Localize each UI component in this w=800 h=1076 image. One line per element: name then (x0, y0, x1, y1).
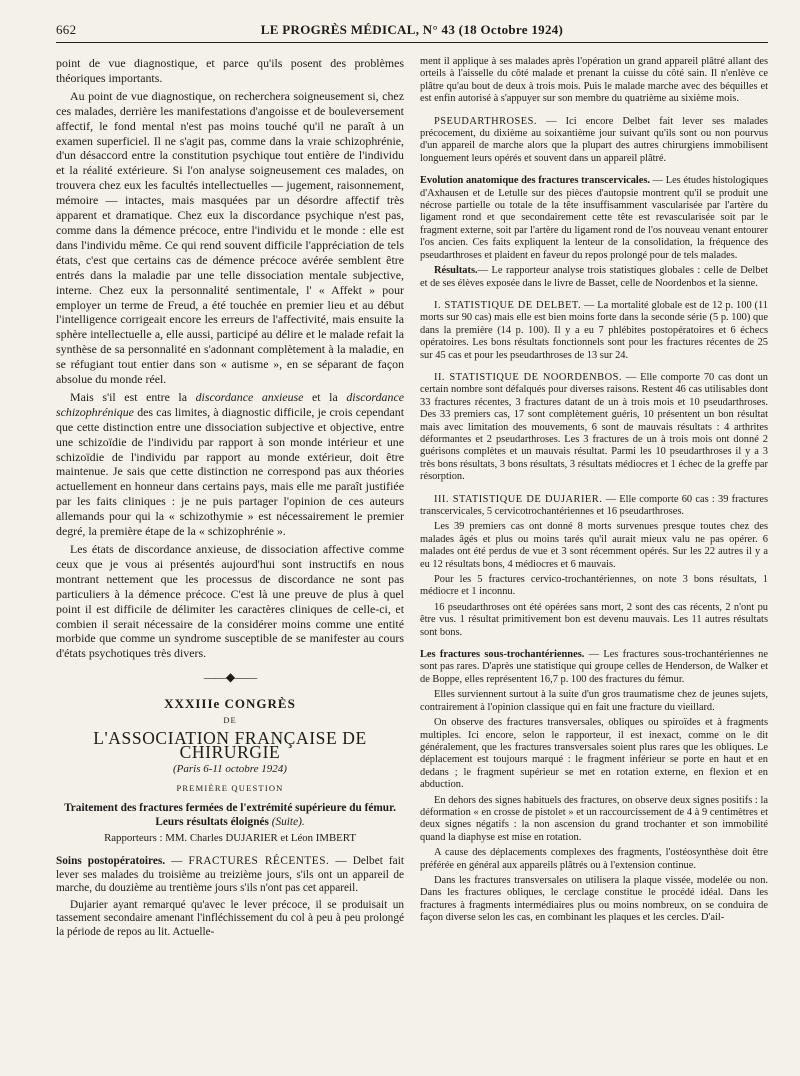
subject-heading: Traitement des fractures fermées de l'extrémité supérieure du fémur. Leurs résultats éloignés (Suite). (64, 802, 396, 828)
header-rule (56, 42, 768, 43)
congress-de: DE (223, 715, 237, 726)
paragraph: Mais s'il est entre la discordance anxieuse et la discordance schizophrénique des cas limites, à diagnostic difficile, je crois cependant que cette distinction entre une dissociation subjective et objective, entre une schizoïdie de l'individu par rapport à son monde intérieur et une schizoïdie de l'individu par rapport au monde extérieur, doit être maintenue. Je sais que cette distinction ne correspond pas aux théories actuellement en honneur dans certains pays, mais elle me paraît justifiée par les faits cliniques : je ne puis partager l'opinion de ces auteurs allemands pour qui la « schizothymie » est nécessairement le premier degré, la première étape de la « schizophrénie ». (56, 389, 404, 539)
paragraph: Les fractures sous-trochantériennes. — Les fractures sous-trochantériennes ne sont pas rares. D'après une statistique qui groupe celles de Henderson, de Walker et de Boppe, elles représentent 16,7 p. 100 des fractures du fémur. (420, 649, 768, 685)
left-column (56, 56, 404, 1068)
running-header (56, 22, 768, 40)
paragraph: III. STATISTIQUE DE DUJARIER. — Elle comporte 60 cas : 39 fractures transcervicales, 5 cervicotrochantériennes et 16 pseudarthroses. (420, 493, 768, 517)
paragraph: Evolution anatomique des fractures transcervicales. — Les études histologiques d'Axhausen et de Letulle sur des pièces d'autopsie montrent qu'il se produit une nécrose partielle ou totale de la tête insuffisamment vascularisée par l'artère du ligament rond et que secondairement cette tête est revascularisée soit par le fragment externe, soit par l'artère du ligament rond de l'os nouveau venant entourer l'os ancien. Ces faits expliquent la lenteur de la consolidation, la fréquence des pseudarthroses et plaident en faveur du repos prolongé pour de tels malades. (420, 175, 768, 261)
paragraph: Les états de discordance anxieuse, de dissociation affective comme ceux que je vous ai présentés aujourd'hui sont instructifs en nous montrant nettement que les processus de discordance ne sont pas particuliers à la démence précoce. C'est là une preuve de plus à quel point il est difficile de délimiter les caractères cliniques de celle-ci, et combien il serait nécessaire de la considérer moins comme une entité morbide que comme un syndrome susceptible de se manifester au cours d'états psychotiques très divers. (56, 542, 404, 661)
paragraph: II. STATISTIQUE DE NOORDENBOS. — Elle comporte 70 cas dont un certain nombre sont défalqués pour diverses raisons. Restent 46 cas utilisables dont 33 fractures récentes, 3 fractures datant de un à trois mois et 10 pseudarthroses. Des 33 premiers cas, 17 sont complètement guéris, 10 présentent un bon résultat mais avec limitation des mouvements, 6 sont de mauvais résultats : 4 arthrites déformantes et 2 pseudarthroses. Les 3 fractures de un à trois mois ont donné 2 guérisons complètes et un mauvais résultat. Parmi les 10 pseudarthroses il y a 3 très bons résultats, 3 bons résultats, 3 résultats médiocres et 1 échec de la greffe par résorption. (420, 371, 768, 483)
paragraph: ment il applique à ses malades après l'opération un grand appareil plâtré allant des orteils à l'aisselle du côté malade et prenant la cuisse du côté sain. Il n'enlève ce plâtre qu'au bout de deux à trois mois. Puis le malade marche avec des béquilles et est enfin autorisé à s'appuyer sur son membre du quatrième au sixième mois. (420, 56, 768, 105)
page-number: 662 (56, 22, 77, 37)
paragraph: Les 39 premiers cas ont donné 8 morts survenues presque toutes chez des malades âgés et plus ou moins tarés qu'il aurait mieux valu ne pas opérer. 6 malades ont été perdus de vue et 3 sont récemment opérés. Sur les 22 autres il y a eu 12 résultats bons, 4 médiocres et 6 mauvais. (420, 521, 768, 570)
paragraph: Au point de vue diagnostique, on recherchera soigneusement si, chez ces malades, derrière les manifestations d'angoisse et de bouleversement affectif, le fond mental n'est pas moins touché qu'il ne paraît à un examen superficiel. Il ne s'agit pas, comme dans la vraie schizophrénie, d'un désaccord entre la constitution psychique tout entière de l'individu et la réalité extérieure. Si l'on analyse soigneusement ces malades, on trouvera chez eux les facultés intellectuelles — jugement, raisonnement, mémoire — intactes, mais masquées par un désordre affectif très apparent et dramatique. Chez eux la discordance psychique n'est pas, comme dans la démence précoce, entre l'individu et le monde : elle est dans l'individu même. Ce qui rend souvent difficile l'appréciation de tels états, c'est que certains cas de démence précoce avérée semblent être entrés dans la maladie par une telle dissociation mentale subjective, interne. Chez eux la personnalité sentimentale, l' « Affekt » pour employer un terme de Freud, a été touchée en premier lieu et au début l'intelligence corrigeait encore les erreurs de l'affectivité, mais ensuite la sphère intellectuelle a, elle aussi, participé au délire et le malade refait la synthèse de sa personnalité en s'adonnant complètement à la maladie, en se réfugiant tout entier dans son « autisme », en se séparant de façon absolue du monde réel. (56, 88, 404, 387)
paragraph: Pour les 5 fractures cervico-trochantériennes, on note 3 bons résultats, 1 médiocre et 1 inconnu. (420, 574, 768, 598)
rapporteurs: Rapporteurs : MM. Charles DUJARIER et Léon IMBERT (104, 832, 356, 845)
ornament-divider: ——◆—— (203, 670, 257, 685)
association-title: L'ASSOCIATION FRANÇAISE DE CHIRURGIE (93, 728, 367, 762)
question-label: PREMIÈRE QUESTION (176, 782, 284, 793)
paragraph: En dehors des signes habituels des fractures, on observe deux signes positifs : la déformation « en crosse de pistolet » et un raccourcissement de 4 à 9 centimètres et deux signes négatifs : la non ascension du grand trochanter et son immobilité quand la diaphyse est mise en rotation. (420, 794, 768, 843)
journal-title: LE PROGRÈS MÉDICAL, N° 43 (18 Octobre 1924) (260, 22, 564, 37)
congress-title: XXXIIIe CONGRÈS (164, 695, 296, 711)
paragraph: 16 pseudarthroses ont été opérées sans mort, 2 sont des cas récents, 2 n'ont pu être vus. 1 résultat primitivement bon est devenu mauvais. Les 11 autres résultats sont bons. (420, 601, 768, 638)
paragraph: Résultats.— Le rapporteur analyse trois statistiques globales : celle de Delbet et de ses élèves exposée dans le livre de Basset, celle de Noordenbos et la sienne. (420, 265, 768, 289)
right-column (420, 56, 768, 1068)
paragraph: A cause des déplacements complexes des fragments, l'ostéosynthèse doit être préférée en général aux appareils plâtrés ou à l'extension continue. (420, 847, 768, 871)
paragraph: PSEUDARTHROSES. — Ici encore Delbet fait lever ses malades précocement, du dixième au soixantième jour suivant qu'ils sont ou non pourvus d'un appareil de marche alors que la plupart des autres chirurgiens immobilisent longuement leurs opérés et souvent dans un appareil plâtré. (420, 115, 768, 164)
paragraph: Dans les fractures transversales on utilisera la plaque vissée, modelée ou non. Dans les fractures obliques, le cerclage constitue le procédé idéal. Dans les fractures à fragments intermédiaires plus ou moins nombreux, on se conduira de façon diverse selon les cas, en combinant les plaques et les cercles. D'ail- (420, 874, 768, 924)
paragraph: point de vue diagnostique, et parce qu'ils posent des problèmes théoriques importants. (56, 56, 404, 85)
paragraph: I. STATISTIQUE DE DELBET. — La mortalité globale est de 12 p. 100 (11 morts sur 90 cas) mais elle est bien moins forte dans la seconde série (5 p. 100) que dans la première (14 p. 100). Il y a eu 7 phlébites postopératoires et 6 échecs opératoires. Les bons résultats fonctionnels sont pour les fractures récentes de 25 sur 45 cas et pour les pseudarthroses de 13 sur 24. (420, 299, 768, 361)
paragraph: Elles surviennent surtout à la suite d'un gros traumatisme chez de jeunes sujets, contrairement à l'opinion classique qui en fait une fracture du vieillard. (420, 689, 768, 713)
paragraph: Soins postopératoires. — FRACTURES RÉCENTES. — Delbet fait lever ses malades du troisième au treizième jours, s'ils ont un appareil de marche, du douzième au trentième jours s'ils n'ont pas cet appareil. (56, 855, 404, 895)
congress-dates: (Paris 6-11 octobre 1924) (173, 763, 287, 776)
paragraph: On observe des fractures transversales, obliques ou spiroïdes et à fragments multiples. Ici encore, selon le rapporteur, il est inexact, comme on le dit généralement, que les fractures transversales soient plus rares que les obliques. Le déplacement est toujours marqué : le fragment inférieur se porte en haut et en dedans ; le fragment supérieur se met en rotation externe, en flexion et en abduction. (420, 717, 768, 791)
paragraph: Dujarier ayant remarqué qu'avec le lever précoce, il se produisait un tassement secondaire amenant l'infléchissement du col à peu à peu prolongé la période de repos au lit. Actuelle- (56, 898, 404, 938)
